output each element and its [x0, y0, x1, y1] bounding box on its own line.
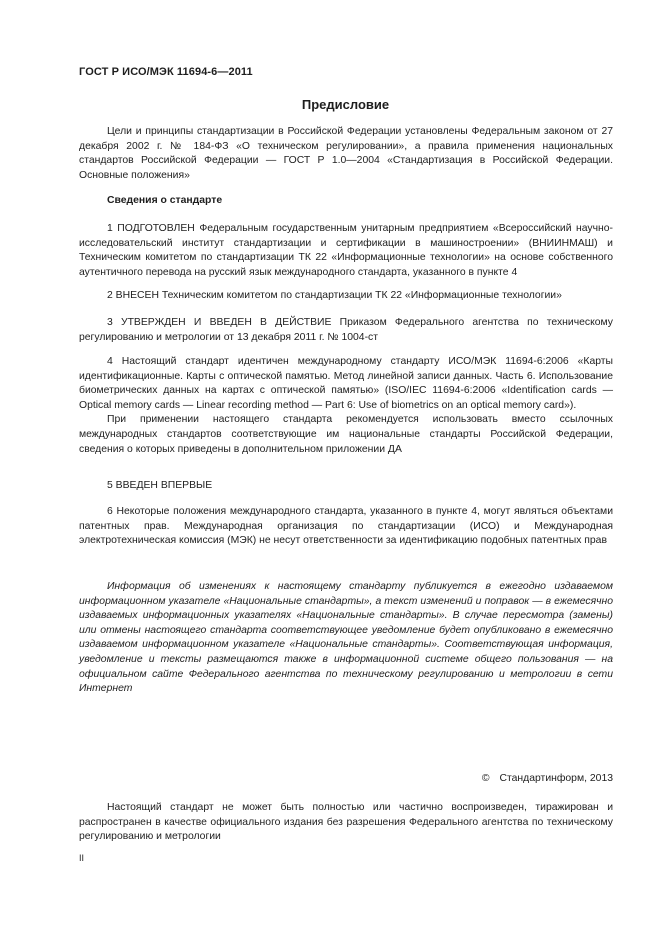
- reproduction-paragraph: [79, 801, 613, 845]
- item-1-text: 1 ПОДГОТОВЛЕН Федеральным государственным унитарным предприятием «Всероссийский научно-исследовательский институт стандартизации и сертификации в машиностроении» (ВНИИНМАШ) и Техническим комитетом по стандартизации ТК 22 «Информационные технологии» на основе собственного аутентичного перевода на русский язык международного стандарта, указанного в пункте 4: [79, 223, 613, 278]
- item-6: [79, 505, 613, 549]
- item-4: [79, 355, 613, 457]
- item-4-text: 4 Настоящий стандарт идентичен международному стандарту ИСО/МЭК 11694-6:2006 «Карты идентификационные. Карты с оптической памятью. Метод линейной записи данных. Часть 6. Использование биометрических данных на картах с оптической памятью» (ISO/IEC 11694-6:2006 «Identification cards — Optical memory cards — Linear recording method — Part 6: Use of biometrics on an optical memory card»).: [79, 356, 613, 411]
- item-2-text: 2 ВНЕСЕН Техническим комитетом по стандартизации ТК 22 «Информационные технологии»: [107, 290, 562, 301]
- page-number: II: [79, 853, 85, 863]
- item-2: [79, 289, 613, 304]
- copyright-line: [482, 773, 613, 784]
- reproduction-text: Настоящий стандарт не может быть полностью или частично воспроизведен, тиражирован и распространен в качестве официального издания без разрешения Федерального агентства по техническому регулированию и метрологии: [79, 802, 613, 843]
- standard-id-header: ГОСТ Р ИСО/МЭК 11694-6—2011: [79, 66, 253, 78]
- item-5: [79, 479, 613, 494]
- item-1: [79, 222, 613, 280]
- item-3-text: 3 УТВЕРЖДЕН И ВВЕДЕН В ДЕЙСТВИЕ Приказом Федерального агентства по техническому регулированию и метрологии от 13 декабря 2011 г. № 1004-ст: [79, 317, 613, 343]
- item-3: [79, 316, 613, 345]
- item-4-note: При применении настоящего стандарта рекомендуется использовать вместо ссылочных международных стандартов соответствующие им национальные стандарты Российской Федерации, сведения о которых приведены в дополнительном приложении ДА: [79, 414, 613, 455]
- intro-text: Цели и принципы стандартизации в Российской Федерации установлены Федеральным законом от 27 декабря 2002 г. № 184-ФЗ «О техническом регулировании», а правила применения национальных стандартов Российской Федерации — ГОСТ Р 1.0—2004 «Стандартизация в Российской Федерации. Основные положения»: [79, 126, 613, 181]
- info-heading: Сведения о стандарте: [107, 195, 223, 206]
- changes-notice-text: Информация об изменениях к настоящему стандарту публикуется в ежегодно издаваемом информационном указателе «Национальные стандарты», а текст изменений и поправок — в ежемесячно издаваемых информационных указателях «Национальные стандарты». В случае пересмотра (замены) или отмены настоящего стандарта соответствующее уведомление будет опубликовано в ежемесячно издаваемом информационном указателе «Национальные стандарты». Соответствующая информация, уведомление и тексты размещаются также в информационной системе общего пользования — на официальном сайте Федерального агентства по техническому регулированию и метрологии в сети Интернет: [79, 581, 613, 695]
- copyright-text: Стандартинформ, 2013: [499, 773, 613, 784]
- changes-notice: [79, 580, 613, 697]
- page-title: Предисловие: [301, 97, 390, 112]
- intro-paragraph: [79, 125, 613, 183]
- item-5-text: 5 ВВЕДЕН ВПЕРВЫЕ: [107, 480, 213, 491]
- copyright-symbol: ©: [481, 773, 490, 784]
- item-6-text: 6 Некоторые положения международного стандарта, указанного в пункте 4, могут являться объектами патентных прав. Международная организация по стандартизации (ИСО) и Международная электротехническая комиссия (МЭК) не несут ответственности за идентификацию подобных патентных прав: [79, 506, 613, 547]
